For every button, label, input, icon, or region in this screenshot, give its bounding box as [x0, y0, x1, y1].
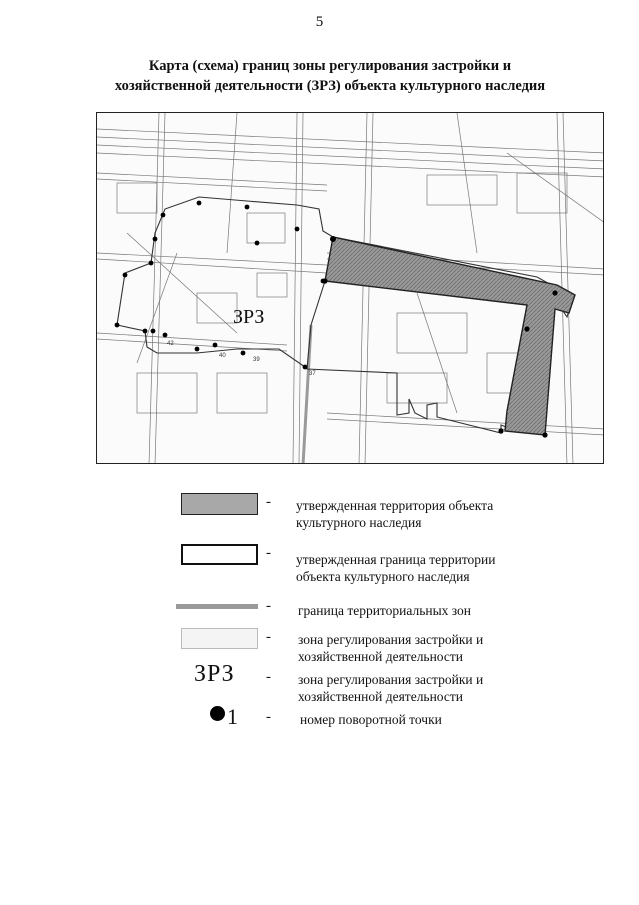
turning-point: [241, 351, 246, 356]
legend-dash: -: [266, 598, 271, 614]
turning-point: [321, 279, 326, 284]
turning-point: [197, 201, 202, 206]
turning-point-dot-icon: [210, 706, 225, 721]
turning-point: [255, 241, 260, 246]
turning-point: [498, 428, 503, 433]
point-label: 42: [167, 341, 174, 347]
legend-dash: -: [266, 494, 271, 510]
title-line-2: хозяйственной деятельности (ЗРЗ) объекта культурного наследия: [114, 78, 546, 94]
legend-dash: -: [266, 629, 271, 645]
legend-text-zrz-area: зона регулирования застройки и хозяйственной деятельности: [298, 632, 484, 664]
turning-point: [153, 237, 158, 242]
heritage-territory: [325, 237, 575, 435]
turning-point: [303, 365, 308, 370]
legend-dash: -: [266, 669, 271, 685]
turning-point: [524, 326, 529, 331]
legend-text-heritage-boundary: утвержденная граница территории объекта культурного наследия: [296, 552, 496, 584]
turning-point: [195, 347, 200, 352]
legend-text-heritage-territory: утвержденная территория объекта культурного наследия: [296, 498, 494, 530]
turning-point: [115, 323, 120, 328]
turning-point: [213, 343, 218, 348]
legend-swatch-zone-boundary: [176, 604, 258, 609]
point-label: 40: [219, 353, 226, 359]
title-line-1: Карта (схема) границ зоны регулирования застройки и: [148, 58, 512, 74]
legend-symbol-turning-point: [210, 704, 238, 730]
legend-dash: -: [266, 545, 271, 561]
point-label: 39: [253, 357, 260, 363]
turning-point: [542, 432, 547, 437]
turning-point: [552, 290, 557, 295]
turning-point: [163, 333, 168, 338]
legend-dash: -: [266, 709, 271, 725]
turning-point: [149, 261, 154, 266]
legend-swatch-heritage-territory: [181, 493, 258, 515]
turning-point: [295, 227, 300, 232]
territorial-zone-boundary: [303, 325, 311, 464]
legend-text-zone-boundary: граница территориальных зон: [298, 603, 472, 618]
document-title: [60, 56, 600, 96]
turning-point: [123, 273, 128, 278]
zrz-boundary: [117, 197, 573, 433]
legend-text-turning-point: номер поворотной точки: [300, 712, 442, 727]
turning-point: [151, 329, 156, 334]
legend-point-number: 1: [227, 704, 238, 729]
page-number: 5: [315, 14, 324, 30]
cadastral-map: [96, 112, 604, 464]
turning-points: [115, 201, 558, 438]
turning-point: [143, 329, 148, 334]
legend-swatch-heritage-boundary: [181, 544, 258, 565]
point-label: 37: [309, 371, 316, 377]
map-drawing: [97, 113, 604, 464]
legend-symbol-zrz: ЗРЗ: [194, 661, 235, 687]
turning-point: [245, 205, 250, 210]
legend-swatch-zrz-area: [181, 628, 258, 649]
legend-text-zrz-label: зона регулирования застройки и хозяйственной деятельности: [298, 672, 484, 704]
turning-point: [331, 237, 336, 242]
turning-point: [161, 213, 166, 218]
zrz-map-label: ЗРЗ: [233, 306, 265, 328]
